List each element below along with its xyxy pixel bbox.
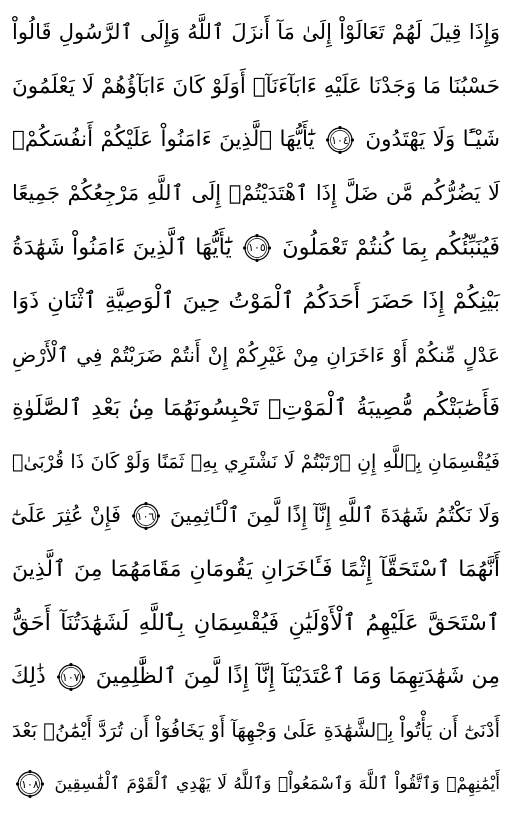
line-text: ٱسْتَحَقَّ عَلَيْهِمُ ٱلْأَوْلَيَٰنِ فَيُقْسِمَانِ بِٱللَّهِ لَشَهَٰدَتُنَآ أَحَقُّ	[12, 610, 500, 637]
text-line-7	[12, 328, 500, 382]
ayah-number: ١٠٦	[136, 509, 155, 523]
ayah-number: ١٠٧	[61, 670, 80, 684]
verse-text: يَٰٓأَيُّهَا ٱلَّذِينَ ءَامَنُواْ شَهَٰدَةُ	[12, 234, 232, 261]
text-line-13	[12, 650, 500, 704]
line-text: أَنَّهُمَا ٱسْتَحَقَّآ إِثْمًا فَـَٔاخَرَانِ يَقُومَانِ مَقَامَهُمَا مِنَ ٱلَّذِينَ	[12, 556, 500, 582]
text-line-8	[12, 382, 500, 436]
ayah-marker-icon	[131, 501, 161, 531]
line-text-wrap	[12, 769, 500, 799]
text-line-1	[12, 6, 500, 60]
ayah-number: ١٠٨	[21, 777, 39, 791]
line-text: لَا يَضُرُّكُم مَّن ضَلَّ إِذَا ٱهْتَدَيْتُمْۚ إِلَى ٱللَّهِ مَرْجِعُكُمْ جَمِيعًا	[12, 181, 500, 206]
verse-text: مِن شَهَٰدَتِهِمَا وَمَا ٱعْتَدَيْنَآ إِنَّآ إِذًا لَّمِنَ ٱلظَّٰلِمِينَ	[95, 664, 500, 690]
line-text-wrap	[12, 501, 500, 531]
line-text-wrap	[12, 233, 500, 263]
line-text: حَسْبُنَا مَا وَجَدْنَا عَلَيْهِ ءَابَآءَنَآۚ أَوَلَوْ كَانَ ءَابَآؤُهُمْ لَا يَعْلَمُونَ	[12, 73, 500, 99]
ayah-number: ١٠٥	[248, 241, 266, 255]
line-text: فَيُقْسِمَانِ بِٱللَّهِ إِنِ ٱرْتَبْتُمْ لَا نَشْتَرِي بِهِۦ ثَمَنًا وَلَوْ كَانَ ذَا قُرْبَىٰۙ	[12, 450, 500, 473]
ayah-marker-icon	[242, 233, 272, 263]
verse-text: ذَٰلِكَ	[10, 664, 46, 690]
text-line-3	[12, 113, 500, 167]
verse-text: أَيْمَٰنِهِمْۗ وَٱتَّقُواْ ٱللَّهَ وَٱسْمَعُواْۗ وَٱللَّهُ لَا يَهْدِي ٱلْقَوْمَ ٱلْفَٰسِقِينَ	[54, 774, 501, 795]
text-line-4	[12, 167, 500, 221]
verse-text: فَإِنْ عُثِرَ عَلَىٰٓ	[11, 503, 121, 528]
text-line-15	[12, 758, 500, 812]
line-text-wrap	[12, 125, 500, 155]
text-line-11	[12, 543, 500, 597]
line-text: بَيْنِكُمْ إِذَا حَضَرَ أَحَدَكُمُ ٱلْمَوْتُ حِينَ ٱلْوَصِيَّةِ ٱثْنَانِ ذَوَا	[12, 288, 500, 315]
text-line-14	[12, 704, 500, 758]
line-text: عَدْلٍ مِّنكُمْ أَوْ ءَاخَرَانِ مِنْ غَيْرِكُمْ إِنْ أَنتُمْ ضَرَبْتُمْ فِي ٱلْأَرْضِ	[12, 342, 500, 367]
line-text: فَأَصَٰبَتْكُم مُّصِيبَةُ ٱلْمَوْتِۚ تَحْبِسُونَهُمَا مِنۢ بَعْدِ ٱلصَّلَوٰةِ	[12, 395, 500, 422]
verse-text: شَيْـًٔا وَلَا يَهْتَدُونَ	[365, 127, 500, 153]
verse-text: فَيُنَبِّئُكُم بِمَا كُنتُمْ تَعْمَلُونَ	[282, 234, 500, 261]
text-line-9	[12, 436, 500, 490]
text-line-5	[12, 221, 500, 275]
text-line-12	[12, 597, 500, 651]
ayah-marker-icon	[56, 662, 86, 692]
line-text: وَإِذَا قِيلَ لَهُمْ تَعَالَوْاْ إِلَىٰ مَآ أَنزَلَ ٱللَّهُ وَإِلَى ٱلرَّسُولِ قَالُواْ	[12, 20, 500, 45]
verse-text: يَٰٓأَيُّهَا ٱلَّذِينَ ءَامَنُواْ عَلَيْكُمْ أَنفُسَكُمْۖ	[12, 127, 315, 153]
ayah-marker-icon	[325, 125, 355, 155]
verse-text: وَلَا نَكْتُمُ شَهَٰدَةَ ٱللَّهِ إِنَّآ إِذًا لَّمِنَ ٱلْـَٔاثِمِينَ	[170, 503, 500, 528]
text-line-2	[12, 60, 500, 114]
line-text: أَدْنَىٰٓ أَن يَأْتُواْ بِٱلشَّهَٰدَةِ عَلَىٰ وَجْهِهَآ أَوْ يَخَافُوٓاْ أَن تُرَدَّ أَيْمَٰنُۢ بَعْدَ	[12, 719, 500, 743]
text-line-6	[12, 274, 500, 328]
text-line-10	[12, 489, 500, 543]
ayah-marker-icon	[15, 769, 45, 799]
ayah-number: ١٠٤	[331, 133, 349, 147]
line-text-wrap	[12, 662, 500, 692]
